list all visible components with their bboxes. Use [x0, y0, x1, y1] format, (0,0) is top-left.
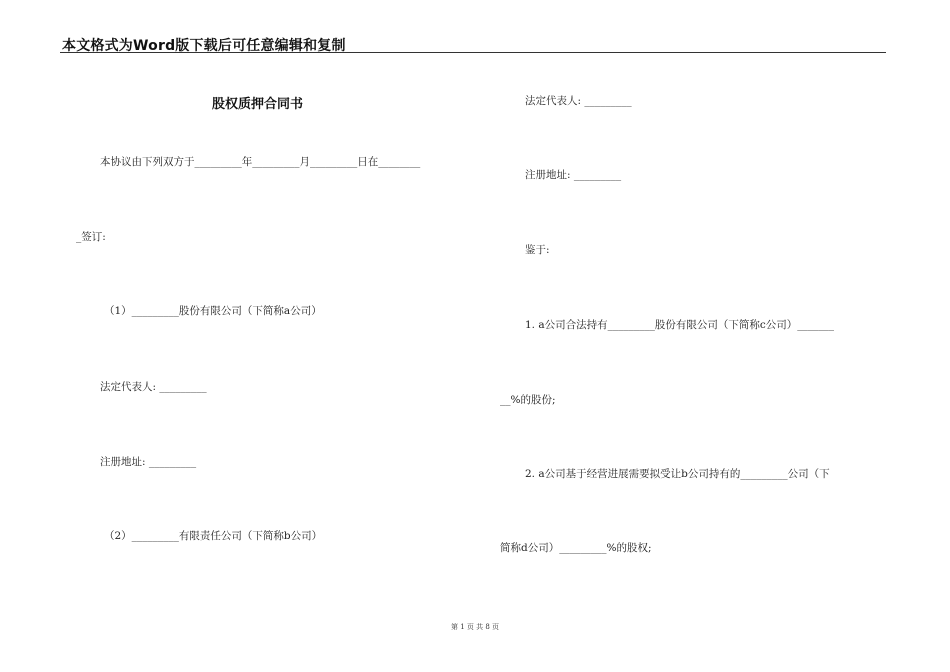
clause-1-line: 1. a公司合法持有_________股份有限公司（下简称c公司）_______ — [525, 319, 834, 331]
header-title: 本文格式为Word版下载后可任意编辑和复制 — [62, 38, 346, 54]
clause-2-line: 2. a公司基于经营进展需要拟受让b公司持有的_________公司（下 — [525, 468, 830, 480]
clause-1-continued: __%的股份; — [500, 394, 556, 406]
party-a-legal-rep: 法定代表人: _________ — [100, 381, 207, 393]
party-b-address: 注册地址: _________ — [525, 169, 622, 181]
party-a-address: 注册地址: _________ — [100, 456, 197, 468]
whereas-heading: 鉴于: — [525, 244, 550, 256]
party-b-legal-rep: 法定代表人: _________ — [525, 95, 632, 107]
page-footer: 第 1 页 共 8 页 — [450, 623, 500, 631]
signing-line: _签订: — [76, 231, 106, 243]
agreement-intro-line: 本协议由下列双方于_________年_________月_________日在________ — [100, 156, 421, 168]
document-title: 股权质押合同书 — [212, 97, 304, 112]
header-divider — [60, 52, 886, 53]
clause-2-continued: 简称d公司）_________%的股权; — [500, 542, 652, 554]
party-b-line: （2）_________有限责任公司（下简称b公司） — [104, 530, 323, 542]
party-a-line: （1）_________股份有限公司（下简称a公司） — [104, 305, 322, 317]
